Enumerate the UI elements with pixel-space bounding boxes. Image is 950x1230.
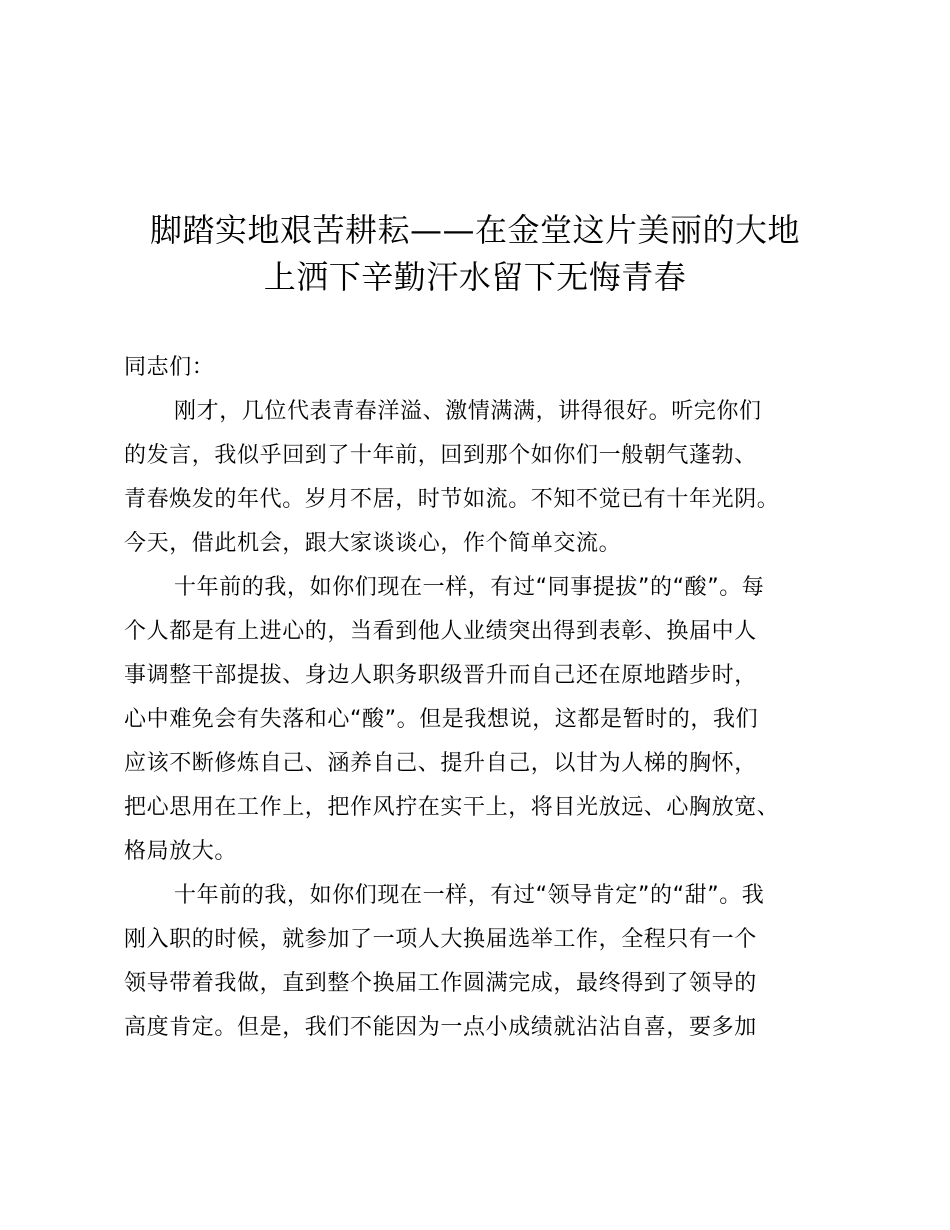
salutation: 同志们： bbox=[124, 355, 215, 380]
title-line-1: 脚踏实地艰苦耕耘——在金堂这片美丽的大地 bbox=[149, 211, 800, 249]
paragraph-line: 个人都是有上进心的，当看到他人业绩突出得到表彰、换届中人 bbox=[124, 619, 757, 644]
paragraph-line: 事调整干部提拔、身边人职务职级晋升而自己还在原地踏步时， bbox=[124, 663, 757, 688]
paragraph-line: 今天，借此机会，跟大家谈谈心，作个简单交流。 bbox=[124, 531, 622, 556]
paragraph-line: 心中难免会有失落和心“酸”。但是我想说，这都是暂时的，我们 bbox=[124, 707, 759, 732]
paragraph-line: 刚才，几位代表青春洋溢、激情满满，讲得很好。听完你们 bbox=[174, 399, 762, 424]
paragraph-line: 高度肯定。但是，我们不能因为一点小成绩就沾沾自喜，要多加 bbox=[124, 1015, 757, 1040]
paragraph-line: 领导带着我做，直到整个换届工作圆满完成，最终得到了领导的 bbox=[124, 971, 757, 996]
paragraph-line: 青春焕发的年代。岁月不居，时节如流。不知不觉已有十年光阴。 bbox=[124, 487, 780, 512]
paragraph-line: 格局放大。 bbox=[124, 839, 238, 864]
paragraph-line: 把心思用在工作上，把作风拧在实干上，将目光放远、心胸放宽、 bbox=[124, 795, 780, 820]
document-title bbox=[100, 207, 850, 301]
paragraph-line: 刚入职的时候，就参加了一项人大换届选举工作，全程只有一个 bbox=[124, 927, 757, 952]
paragraph-line: 的发言，我似乎回到了十年前，回到那个如你们一般朝气蓬勃、 bbox=[124, 443, 757, 468]
document-body bbox=[124, 346, 854, 1050]
paragraph-line: 十年前的我，如你们现在一样，有过“领导肯定”的“甜”。我 bbox=[174, 883, 765, 908]
paragraph-line: 应该不断修炼自己、涵养自己、提升自己，以甘为人梯的胸怀， bbox=[124, 751, 757, 776]
title-line-2: 上洒下辛勤汗水留下无悔青春 bbox=[263, 258, 687, 296]
paragraph-line: 十年前的我，如你们现在一样，有过“同事提拔”的“酸”。每 bbox=[174, 575, 765, 600]
